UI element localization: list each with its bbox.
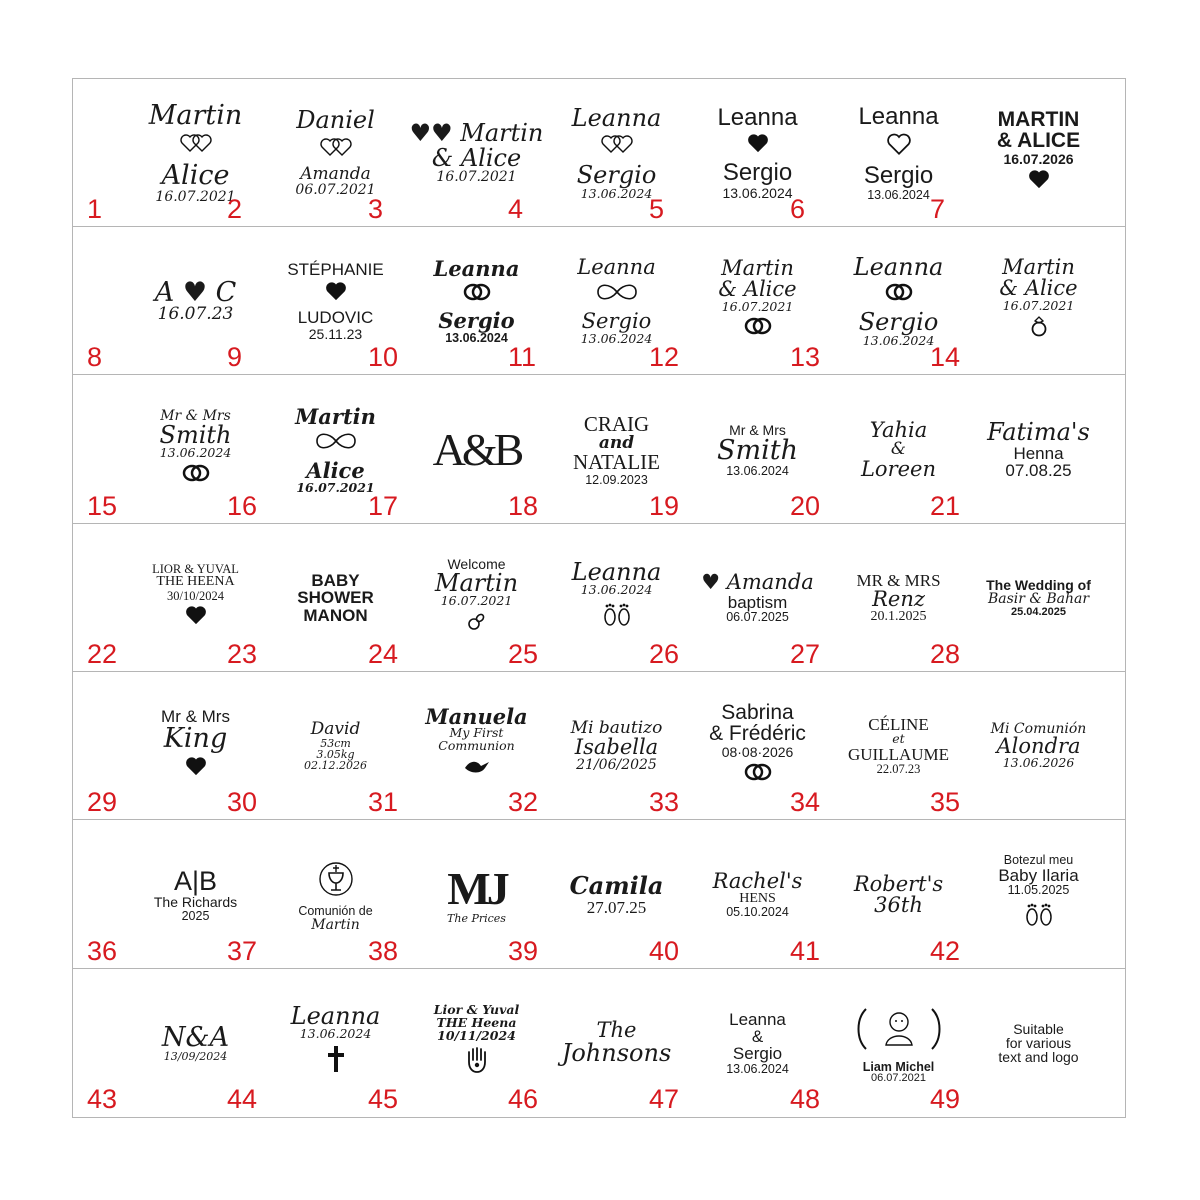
design-text-line: Leanna — [571, 103, 662, 132]
design-text-line: My First — [449, 725, 504, 741]
design-text-line: Suitable — [1013, 1020, 1064, 1037]
design-number: 12 — [649, 342, 680, 372]
design-text-line: text and logo — [998, 1049, 1079, 1066]
design-sample[interactable] — [930, 524, 1109, 672]
design-text-line: & Alice — [999, 276, 1078, 301]
design-text-line: STÉPHANIE — [287, 260, 384, 280]
design-number: 18 — [508, 491, 539, 521]
design-text-line: MR & MRS — [856, 570, 941, 590]
design-number: 16 — [227, 491, 258, 521]
design-text-block — [546, 79, 687, 227]
rings-icon — [179, 463, 213, 488]
design-text-line: & — [751, 1026, 764, 1046]
rings-icon — [460, 282, 494, 307]
design-sample[interactable] — [790, 79, 969, 227]
design-number: 46 — [508, 1084, 539, 1114]
design-text-line: 53cm — [320, 736, 351, 750]
design-text-line: 21/06/2025 — [576, 757, 657, 774]
design-text-block — [968, 376, 1109, 524]
design-number: 31 — [368, 787, 399, 817]
design-text-block — [968, 79, 1109, 227]
design-row — [73, 79, 1125, 227]
design-text-line: Basir & Bahar — [987, 591, 1090, 608]
design-text-line: 12.09.2023 — [585, 472, 648, 487]
design-sample[interactable] — [930, 969, 1109, 1117]
design-text-line: Sergio — [581, 309, 652, 334]
design-number: 37 — [227, 936, 258, 966]
heart-solid-icon — [185, 605, 207, 630]
design-text-line: David — [310, 718, 361, 739]
design-text-line: baptism — [727, 592, 788, 612]
designs-sheet — [72, 78, 1126, 1118]
design-text-line: Communion — [438, 738, 515, 754]
design-text-block — [968, 524, 1109, 672]
design-text-line: Martin — [1002, 254, 1075, 279]
double-heart-outline-icon — [600, 133, 634, 160]
baby-angel-laurel-icon — [854, 1005, 944, 1058]
design-text-line: 06.07.2021 — [295, 182, 376, 199]
design-text-line: 13.06.2024 — [580, 185, 653, 201]
design-sample[interactable] — [649, 79, 828, 227]
design-number: 22 — [87, 639, 118, 669]
design-text-line: Botezul meu — [1003, 853, 1074, 868]
design-text-line: HENS — [739, 891, 776, 907]
design-sample[interactable] — [508, 79, 687, 227]
design-text-line: Mr & Mrs — [160, 407, 231, 424]
rings-icon — [741, 762, 775, 787]
design-text-line: 06.07.2021 — [870, 1072, 927, 1085]
design-text-line: Isabella — [574, 734, 659, 759]
design-text-line: LUDOVIC — [297, 308, 374, 328]
design-text-line: A ♥ C — [154, 276, 237, 308]
design-row — [73, 672, 1125, 820]
design-text-line: Liam Michel — [862, 1059, 935, 1074]
design-number: 45 — [368, 1084, 399, 1114]
design-text-line: Leanna — [717, 103, 798, 131]
design-number: 14 — [930, 342, 961, 372]
design-text-line: 36th — [874, 893, 923, 917]
design-text-block — [828, 79, 969, 227]
design-sample[interactable] — [930, 227, 1109, 375]
design-number: 1 — [87, 194, 103, 224]
design-text-line: 16.07.2026 — [1003, 150, 1074, 167]
design-sample[interactable] — [930, 821, 1109, 969]
design-text-line: BABY — [311, 571, 360, 590]
design-number: 38 — [368, 936, 399, 966]
design-text-line: Sergio — [863, 162, 934, 190]
design-text-line: 13.06.2024 — [722, 184, 793, 201]
design-text-line: Baby Ilaria — [998, 865, 1079, 885]
design-text-line: MARTIN — [997, 107, 1080, 131]
design-text-line: The Prices — [447, 911, 506, 925]
design-number: 2 — [227, 194, 243, 224]
design-text-line: et — [892, 731, 905, 747]
design-number: 7 — [930, 194, 946, 224]
chalice-icon — [316, 861, 356, 902]
design-text-line: Martin — [311, 916, 360, 933]
design-number: 26 — [649, 639, 680, 669]
design-number: 15 — [87, 491, 118, 521]
design-text-line: Johnsons — [561, 1039, 672, 1068]
design-text-line: ♥ Amanda — [701, 570, 814, 595]
design-text-line: 16.07.2021 — [436, 169, 517, 186]
design-text-block — [125, 79, 266, 227]
design-number: 49 — [930, 1084, 961, 1114]
cross-icon — [326, 1044, 346, 1079]
design-row — [73, 821, 1125, 969]
design-text-line: CÉLINE — [868, 714, 929, 734]
design-text-line: 20.1.2025 — [870, 609, 927, 625]
design-text-line: THE HEENA — [156, 574, 235, 590]
design-text-line: 13.06.2024 — [862, 332, 935, 348]
design-number: 34 — [790, 787, 821, 817]
design-number: 39 — [508, 936, 539, 966]
design-number: 10 — [368, 342, 399, 372]
design-sample[interactable] — [930, 672, 1109, 820]
design-text-line: Welcome — [447, 555, 506, 572]
design-row — [73, 524, 1125, 672]
design-text-line: 16.07.2021 — [440, 593, 513, 609]
design-number: 29 — [87, 787, 118, 817]
heart-solid-icon — [1028, 169, 1050, 194]
design-text-line: Robert's — [853, 871, 944, 896]
design-text-line: Smith — [159, 421, 232, 450]
design-number: 8 — [87, 342, 103, 372]
design-text-line: Leanna — [290, 1001, 381, 1030]
design-sample[interactable] — [87, 79, 266, 227]
design-text-line: 11.05.2025 — [1007, 883, 1070, 898]
design-text-line: 13.06.2024 — [580, 330, 653, 346]
design-text-block — [968, 227, 1109, 375]
design-text-line: The Wedding of — [986, 577, 1091, 594]
design-text-line: Alondra — [996, 734, 1081, 759]
design-text-line: NATALIE — [573, 450, 660, 475]
design-text-line: 13.06.2024 — [726, 1061, 789, 1076]
design-row — [73, 227, 1125, 375]
design-text-line: 27.07.25 — [586, 897, 647, 917]
design-text-line: 30/10/2024 — [167, 588, 224, 603]
design-text-line: 13.06.2024 — [580, 582, 653, 598]
design-text-line: Smith — [717, 434, 798, 466]
design-text-line: King — [163, 723, 228, 755]
design-sample[interactable] — [227, 79, 406, 227]
design-text-line: Sergio — [576, 161, 657, 190]
design-sample[interactable] — [87, 227, 266, 375]
design-text-line: THE Heena — [436, 1015, 517, 1031]
design-text-line: Leanna — [433, 255, 520, 281]
design-text-line: SHOWER — [297, 588, 374, 608]
design-text-line: Renz — [872, 586, 925, 611]
design-text-line: & ALICE — [996, 129, 1081, 153]
design-number: 24 — [368, 639, 399, 669]
design-number: 40 — [649, 936, 680, 966]
design-text-line: Sergio — [732, 1044, 783, 1064]
design-text-line: Daniel — [296, 106, 375, 135]
design-number: 43 — [87, 1084, 118, 1114]
design-number: 11 — [508, 342, 537, 372]
design-text-line: Martin — [721, 255, 794, 280]
design-text-line: 07.08.25 — [1005, 461, 1072, 481]
design-text-line: & Frédéric — [709, 722, 806, 746]
design-text-line: Leanna — [577, 254, 656, 279]
design-number: 36 — [87, 936, 118, 966]
design-text-line: 05.10.2024 — [726, 905, 789, 920]
heart-solid-icon — [747, 133, 769, 158]
design-text-block — [968, 672, 1109, 820]
design-number: 25 — [508, 639, 539, 669]
design-number: 47 — [649, 1084, 680, 1114]
design-text-line: 2025 — [181, 908, 210, 923]
design-text-line: MJ — [447, 862, 506, 914]
heart-outline-icon — [886, 132, 912, 161]
pacifier-icon — [467, 611, 487, 636]
design-row — [73, 969, 1125, 1117]
design-text-line: 16.07.2021 — [721, 298, 794, 314]
design-text-line: Manuela — [425, 704, 528, 730]
design-text-line: Comunión de — [298, 903, 373, 918]
design-text-line: Alice — [306, 458, 365, 484]
design-number: 23 — [227, 639, 258, 669]
design-text-line: Sergio — [858, 308, 939, 337]
design-text-line: The — [596, 1018, 637, 1043]
design-sample[interactable] — [930, 79, 1109, 227]
design-text-line: 3.05kg — [316, 748, 355, 762]
design-text-line: Sabrina — [721, 700, 794, 724]
design-text-line: Lior & Yuval — [433, 1002, 520, 1018]
baby-feet-icon — [599, 600, 635, 633]
double-heart-outline-icon — [319, 136, 353, 163]
design-text-line: 13.06.2024 — [159, 445, 232, 461]
design-text-line: 16.07.23 — [157, 304, 234, 325]
design-text-block — [968, 821, 1109, 969]
design-text-line: Martin — [434, 569, 519, 598]
design-number: 5 — [649, 194, 665, 224]
design-text-line: Martin — [295, 403, 376, 429]
design-text-line: Leanna — [853, 252, 944, 281]
design-text-line: 08·08·2026 — [721, 743, 794, 760]
design-sample[interactable] — [368, 79, 547, 227]
heart-solid-icon — [325, 281, 347, 306]
design-text-line: Sergio — [438, 308, 515, 334]
design-text-line: 10/11/2024 — [437, 1027, 516, 1043]
design-sample[interactable] — [930, 376, 1109, 524]
design-number: 30 — [227, 787, 258, 817]
design-text-block — [406, 79, 547, 227]
design-text-line: The Richards — [153, 894, 238, 911]
design-number: 13 — [790, 342, 821, 372]
design-text-line: & Alice — [431, 143, 522, 172]
design-number: 21 — [930, 491, 961, 521]
design-text-line: Leanna — [858, 102, 939, 130]
design-text-line: Sergio — [722, 159, 793, 187]
design-text-block — [125, 227, 266, 375]
design-text-line: 16.07.2021 — [1002, 297, 1075, 313]
design-text-line: Rachel's — [712, 868, 803, 893]
design-text-line: CRAIG — [583, 411, 650, 436]
design-text-block — [968, 969, 1109, 1117]
design-text-line: & Alice — [718, 277, 797, 302]
design-text-line: 25.04.2025 — [1010, 605, 1067, 618]
double-heart-outline-icon — [179, 132, 213, 159]
design-text-line: 16.07.2021 — [155, 188, 236, 205]
rings-icon — [741, 316, 775, 341]
design-text-line: 22.07.23 — [876, 762, 921, 777]
design-text-line: Henna — [1013, 443, 1064, 463]
design-number: 28 — [930, 639, 961, 669]
design-number: 41 — [790, 936, 821, 966]
design-text-line: MANON — [303, 605, 368, 625]
design-text-line: 16.07.2021 — [296, 479, 375, 495]
design-number: 27 — [790, 639, 821, 669]
design-number: 9 — [227, 342, 243, 372]
design-text-line: GUILLAUME — [847, 745, 950, 764]
design-text-line: Leanna — [729, 1009, 786, 1029]
diamond-ring-icon — [1029, 315, 1049, 342]
design-text-line: and — [598, 432, 635, 453]
design-text-line: 25.11.23 — [308, 325, 363, 342]
design-text-line: Mi Comunión — [990, 720, 1087, 737]
design-text-line: & — [890, 439, 907, 460]
design-number: 32 — [508, 787, 539, 817]
design-text-line: Martin — [148, 99, 243, 131]
design-text-line: Mr & Mrs — [729, 421, 786, 438]
design-text-line: Loreen — [860, 456, 936, 481]
design-number: 44 — [227, 1084, 258, 1114]
design-text-line: 13.06.2026 — [1002, 755, 1075, 771]
baby-feet-icon — [1021, 900, 1057, 933]
design-text-line: 13.06.2024 — [867, 187, 930, 202]
design-text-line: Mi bautizo — [570, 717, 663, 738]
design-number: 3 — [368, 194, 384, 224]
dove-icon — [461, 756, 493, 783]
design-text-line: 13.06.2024 — [445, 330, 508, 345]
design-number: 33 — [649, 787, 680, 817]
design-text-line: 06.07.2025 — [726, 609, 789, 624]
design-number: 6 — [790, 194, 806, 224]
design-text-line: Yahia — [869, 417, 928, 442]
design-text-block — [687, 79, 828, 227]
design-number: 19 — [649, 491, 680, 521]
design-text-line: Leanna — [571, 557, 662, 586]
design-text-line: for various — [1005, 1034, 1072, 1051]
design-text-line: ♥♥ Martin — [409, 119, 544, 148]
design-text-line: 02.12.2026 — [304, 759, 367, 773]
design-text-line: A&B — [432, 423, 521, 475]
design-number: 17 — [368, 491, 399, 521]
design-text-line: 13.06.2024 — [726, 463, 789, 478]
design-text-line: Mr & Mrs — [161, 707, 230, 727]
design-text-line: Amanda — [300, 163, 371, 184]
design-text-line: Fatima's — [987, 418, 1090, 447]
hamsa-icon — [465, 1046, 489, 1079]
rings-icon — [882, 282, 916, 307]
design-text-line: A|B — [173, 865, 218, 896]
design-number: 4 — [508, 194, 524, 224]
design-number: 48 — [790, 1084, 821, 1114]
design-text-block — [265, 79, 406, 227]
design-text-line: N&A — [161, 1021, 230, 1053]
design-text-line: 13/09/2024 — [163, 1050, 228, 1064]
design-text-line: LIOR & YUVAL — [152, 561, 239, 576]
design-number: 20 — [790, 491, 821, 521]
heart-solid-icon — [185, 756, 207, 781]
design-number: 42 — [930, 936, 961, 966]
design-text-line: Camila — [569, 871, 664, 901]
design-text-line: 13.06.2024 — [299, 1026, 372, 1042]
infinity-icon — [311, 430, 361, 457]
design-number: 35 — [930, 787, 961, 817]
infinity-icon — [592, 281, 642, 308]
design-text-line: Alice — [161, 160, 230, 192]
design-row — [73, 376, 1125, 524]
